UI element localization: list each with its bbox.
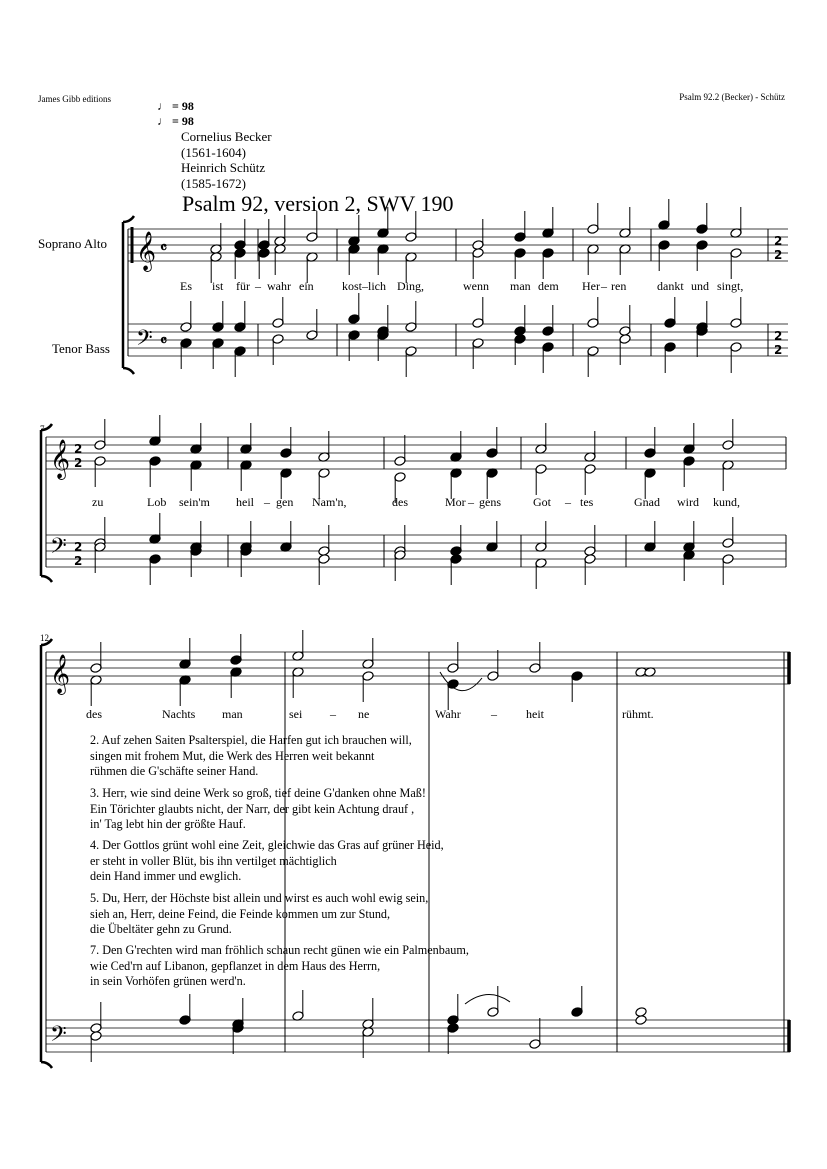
poet: Cornelius Becker bbox=[181, 129, 272, 144]
lyric: ren bbox=[611, 279, 627, 293]
lyric: Lob bbox=[147, 495, 167, 509]
lyric-hyphen: – bbox=[264, 495, 270, 509]
lyric: dankt bbox=[657, 279, 684, 293]
svg-text:2: 2 bbox=[74, 442, 83, 456]
running-title: Psalm 92.2 (Becker) - Schütz bbox=[679, 92, 785, 102]
lyric: ist bbox=[212, 279, 224, 293]
lyric: sei bbox=[289, 707, 303, 721]
lyric: tes bbox=[580, 495, 594, 509]
svg-text:2: 2 bbox=[774, 329, 783, 343]
lyric: ein bbox=[299, 279, 314, 293]
lyric: wenn bbox=[463, 279, 489, 293]
measure-number-12: 12 bbox=[40, 633, 49, 643]
lyric-hyphen: – bbox=[468, 495, 474, 509]
verse-2 bbox=[90, 733, 412, 780]
svg-text:2: 2 bbox=[74, 554, 83, 568]
verse-line: singen mit frohem Mut, die Werk des Herren weit bekannt bbox=[90, 748, 375, 763]
lyric: Her bbox=[582, 279, 600, 293]
lyric: man bbox=[510, 279, 531, 293]
composer-dates: (1585-1672) bbox=[181, 175, 246, 191]
verse-line: 7. Den G'rechten wird man fröhlich schaun recht günen wie ein Palmenbaum, bbox=[90, 943, 469, 957]
lyric: Gnad bbox=[634, 495, 660, 509]
verse-5 bbox=[90, 891, 428, 938]
tempo-marking-2: ♩ = 98 bbox=[157, 114, 194, 128]
verse-line: 2. Auf zehen Saiten Psalterspiel, die Harfen gut ich brauchen will, bbox=[90, 733, 412, 747]
lyric: Nam'n, bbox=[312, 495, 347, 509]
poet-dates: (1561-1604) bbox=[181, 144, 246, 160]
lyric: gen bbox=[276, 495, 294, 509]
verse-line: 4. Der Gottlos grünt wohl eine Zeit, gleichwie das Gras auf grüner Heid, bbox=[90, 838, 444, 852]
lyric: Ding, bbox=[397, 279, 424, 293]
verse-line: in' Tag lebt hin der größte Hauf. bbox=[90, 817, 246, 831]
lyric: gens bbox=[479, 495, 501, 509]
lyric: für bbox=[236, 279, 250, 293]
svg-text:2: 2 bbox=[74, 456, 83, 470]
lyric: singt, bbox=[717, 279, 744, 293]
lyric-hyphen: – bbox=[491, 707, 497, 721]
verse-line: dein Hand immer und ewglich. bbox=[90, 869, 242, 883]
treble-clef-2: 𝄞 bbox=[50, 439, 71, 479]
lyric: zu bbox=[92, 495, 104, 509]
lyric: heil bbox=[236, 495, 254, 509]
system-1-staves bbox=[128, 229, 788, 356]
verse-line: wie Ced'rn auf Libanon, gepflanzet in dem Haus des Herrn, bbox=[90, 958, 381, 973]
tempo-marking-1: ♩ = 98 bbox=[157, 99, 194, 113]
svg-text:2: 2 bbox=[774, 248, 783, 262]
treble-clef-3: 𝄞 bbox=[50, 654, 71, 694]
verse-line: er steht in voller Blüt, bis ihn vertilget mächtiglich bbox=[90, 853, 337, 868]
bass-clef-3: 𝄢 bbox=[50, 1022, 67, 1052]
staff-label-lower: Tenor Bass bbox=[52, 341, 110, 356]
lyric: des bbox=[392, 495, 408, 509]
lyric: Mor bbox=[445, 495, 466, 509]
svg-text:2: 2 bbox=[774, 343, 783, 357]
svg-text:𝄴: 𝄴 bbox=[160, 331, 168, 350]
lyric: kund, bbox=[713, 495, 740, 509]
verse-line: 5. Du, Herr, der Höchste bist allein und wirst es auch wohl ewig sein, bbox=[90, 891, 429, 905]
verse-3 bbox=[90, 786, 426, 833]
lyric: Nachts bbox=[162, 707, 196, 721]
lyric: kost–lich bbox=[342, 279, 386, 293]
lyric: des bbox=[86, 707, 102, 721]
lyric-hyphen: – bbox=[255, 279, 261, 293]
verse-line: rühmen die G'schäfte seiner Hand. bbox=[90, 764, 259, 778]
composer: Heinrich Schütz bbox=[181, 160, 266, 175]
measure-number-7: 7 bbox=[40, 424, 45, 434]
lyric-hyphen: – bbox=[601, 279, 607, 293]
lyric: rühmt. bbox=[622, 707, 654, 721]
verse-line: Ein Törichter glaubts nicht, der Narr, der gibt kein Achtung drauf , bbox=[90, 801, 415, 816]
page-title: Psalm 92, version 2, SWV 190 bbox=[182, 191, 454, 216]
lyric: ne bbox=[358, 707, 370, 721]
note-head bbox=[635, 1015, 647, 1026]
lyric: Wahr bbox=[435, 707, 461, 721]
svg-text:2: 2 bbox=[74, 540, 83, 554]
lyric: dem bbox=[538, 279, 559, 293]
verse-line: sieh an, Herr, deine Feind, die Feinde kommen um zur Stund, bbox=[90, 906, 391, 921]
verse-4 bbox=[90, 838, 444, 885]
svg-text:𝄴: 𝄴 bbox=[160, 238, 168, 257]
lyric: sein'm bbox=[179, 495, 210, 509]
bass-clef-1: 𝄢 bbox=[136, 326, 153, 356]
svg-text:2: 2 bbox=[774, 234, 783, 248]
lyric: Es bbox=[180, 279, 192, 293]
verse-line: 3. Herr, wie sind deine Werk so groß, tief deine G'danken ohne Maß! bbox=[90, 786, 426, 800]
staff-label-upper: Soprano Alto bbox=[38, 236, 107, 251]
lyric: heit bbox=[526, 707, 544, 721]
verse-line: in sein Vorhöfen grünen werd'n. bbox=[90, 974, 246, 988]
lyric: wahr bbox=[267, 279, 291, 293]
lyric: wird bbox=[677, 495, 699, 509]
publisher: James Gibb editions bbox=[38, 94, 111, 104]
lyric-hyphen: – bbox=[330, 707, 336, 721]
lyric: Got bbox=[533, 495, 551, 509]
bass-clef-2: 𝄢 bbox=[50, 534, 67, 564]
lyric: und bbox=[691, 279, 709, 293]
lyric-hyphen: – bbox=[565, 495, 571, 509]
verse-7 bbox=[90, 943, 469, 990]
verse-line: die Übeltäter gehn zu Grund. bbox=[90, 922, 232, 936]
treble-clef-1: 𝄞 bbox=[136, 231, 157, 271]
lyric: man bbox=[222, 707, 243, 721]
